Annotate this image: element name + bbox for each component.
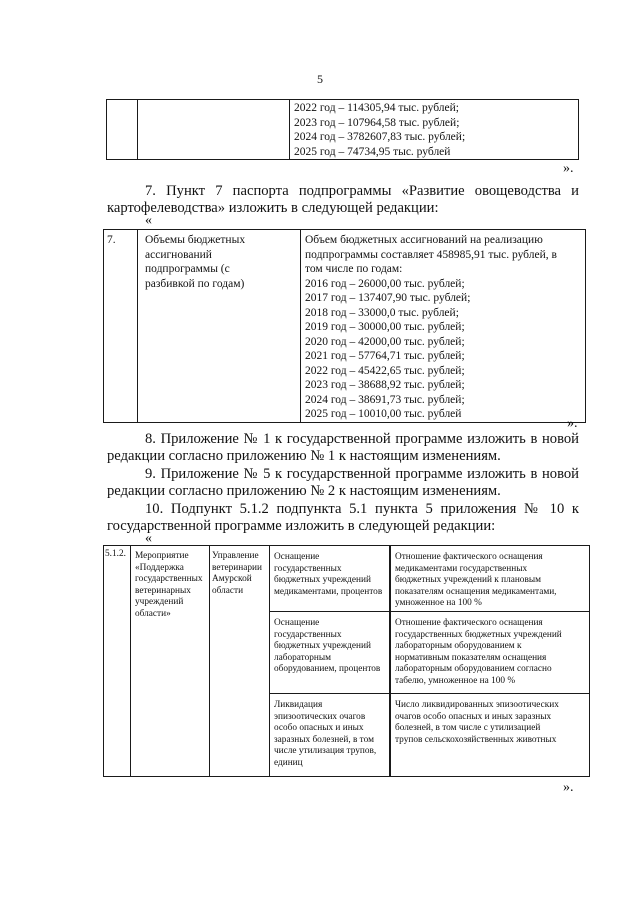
item-10-line1: 10. Подпункт 5.1.2 подпункта 5.1 пункта 5 приложения № 10 к: [145, 501, 579, 517]
formula-line: показателям оснащения медикаментами,: [395, 586, 557, 597]
indicator-line: эпизоотических очагов: [274, 711, 366, 722]
org-line: Управление: [212, 551, 259, 561]
indicator-line: единиц: [274, 757, 303, 768]
formula-line: Отношение фактического оснащения: [395, 618, 543, 628]
value-line: 2020 год – 42000,00 тыс. рублей;: [305, 335, 465, 348]
indicator-line: бюджетных учреждений: [274, 641, 371, 652]
indicator-line: заразных болезней, в том: [274, 734, 374, 745]
event-line: учреждений: [135, 597, 184, 608]
formula-line: лабораторным оборудованием к: [395, 641, 522, 652]
value-line: 2024 год – 38691,73 тыс. рублей;: [305, 393, 465, 406]
item-8-line2: редакции согласно приложению № 1 к настоящим изменениям.: [107, 448, 501, 464]
indicator-line: государственных: [274, 629, 342, 640]
formula-line: трупов сельскохозяйственных животных: [395, 734, 557, 745]
formula-line: болезней, в том числе с утилизацией: [395, 723, 541, 734]
table-veterinary-indicators: [103, 545, 590, 777]
value-line: 2023 год – 38688,92 тыс. рублей;: [305, 379, 465, 391]
opening-quote: «: [145, 213, 152, 228]
label-line: Объемы бюджетных: [145, 234, 246, 246]
table-cell-num: [104, 546, 131, 777]
item-10-line2: государственной программе изложить в следующей редакции:: [107, 518, 496, 534]
indicator-line: Ликвидация: [274, 700, 323, 710]
row-number: 5.1.2.: [105, 549, 126, 559]
event-line: области»: [135, 608, 171, 619]
event-line: ветеринарных: [135, 585, 191, 596]
org-line: Амурской: [212, 574, 252, 585]
event-line: Мероприятие: [135, 551, 189, 561]
value-line: 2022 год – 45422,65 тыс. рублей;: [305, 364, 465, 377]
value-line: 2017 год – 137407,90 тыс. рублей;: [305, 292, 471, 304]
item-9-line2: редакции согласно приложению № 2 к настоящим изменениям.: [107, 483, 501, 499]
year-amount-line: 2024 год – 3782607,83 тыс. рублей;: [294, 131, 466, 143]
item-8-line1: 8. Приложение № 1 к государственной программе изложить в новой: [145, 431, 579, 447]
label-line: подпрограммы (с: [145, 263, 230, 275]
formula-line: лабораторным оборудованием согласно: [395, 664, 552, 675]
label-line: разбивкой по годам): [145, 277, 245, 290]
formula-line: очагов особо опасных и иных заразных: [395, 711, 552, 722]
value-line: 2018 год – 33000,0 тыс. рублей;: [305, 306, 459, 319]
formula-cell: [390, 612, 590, 694]
event-line: «Поддержка: [135, 562, 184, 573]
table-subprogram-funding: [103, 229, 586, 423]
table-cell-num: [107, 100, 138, 160]
value-line: 2025 год – 10010,00 тыс. рублей: [305, 408, 462, 420]
value-line: 2016 год – 26000,00 тыс. рублей;: [305, 277, 465, 290]
table-cell-label: [138, 230, 301, 423]
formula-line: медикаментами государственных: [395, 563, 528, 574]
page-number: 5: [317, 72, 323, 86]
event-line: государственных: [135, 574, 203, 585]
formula-line: табелю, умноженное на 100 %: [395, 675, 516, 686]
formula-line: нормативным показателям оснащения: [395, 652, 547, 663]
indicator-cell: [270, 612, 391, 694]
indicator-line: оборудованием, процентов: [274, 664, 381, 675]
indicator-line: числе утилизация трупов,: [274, 746, 377, 757]
indicator-line: бюджетных учреждений: [274, 575, 371, 586]
formula-line: государственных бюджетных учреждений: [395, 629, 562, 640]
closing-quote: ».: [563, 161, 574, 176]
indicator-cell: [270, 546, 391, 612]
indicator-line: лабораторным: [274, 652, 332, 663]
formula-cell: [390, 546, 590, 612]
value-line: Объем бюджетных ассигнований на реализацию: [305, 234, 543, 246]
row-number: 7.: [107, 234, 116, 246]
table-cell-label: [138, 100, 290, 160]
table-cell-value: [301, 230, 586, 423]
formula-line: умноженное на 100 %: [395, 598, 482, 609]
opening-quote: «: [145, 531, 152, 546]
formula-line: бюджетных учреждений к плановым: [395, 575, 541, 586]
item-7-line2: картофелеводства» изложить в следующей редакции:: [107, 200, 439, 216]
item-7-line1: 7. Пункт 7 паспорта подпрограммы «Развитие овощеводства и: [145, 183, 579, 199]
table-cell-org: [210, 546, 270, 777]
year-amount-line: 2025 год – 74734,95 тыс. рублей: [294, 145, 451, 158]
indicator-line: государственных: [274, 563, 342, 574]
year-amount-line: 2022 год – 114305,94 тыс. рублей;: [294, 102, 459, 114]
value-line: 2021 год – 57764,71 тыс. рублей;: [305, 350, 465, 362]
closing-quote: ».: [563, 780, 574, 795]
indicator-line: Оснащение: [274, 552, 320, 562]
value-line: том числе по годам:: [305, 263, 403, 275]
formula-line: Число ликвидированных эпизоотических: [395, 700, 559, 710]
indicator-line: особо опасных и иных: [274, 723, 364, 734]
formula-line: Отношение фактического оснащения: [395, 552, 543, 562]
item-9-line1: 9. Приложение № 5 к государственной программе изложить в новой: [145, 466, 579, 482]
table-cell-event: [131, 546, 210, 777]
indicator-line: Оснащение: [274, 618, 320, 628]
year-amount-line: 2023 год – 107964,58 тыс. рублей;: [294, 116, 460, 129]
indicator-cell: [270, 694, 391, 777]
value-line: подпрограммы составляет 458985,91 тыс. рублей, в: [305, 248, 557, 261]
value-line: 2019 год – 30000,00 тыс. рублей;: [305, 321, 465, 333]
table-funding-continuation: [106, 99, 579, 160]
org-line: области: [212, 585, 244, 596]
table-cell-years: [290, 100, 579, 160]
table-cell-num: [104, 230, 138, 423]
indicator-line: медикаментами, процентов: [274, 586, 383, 597]
closing-quote: ».: [567, 416, 578, 431]
org-line: ветеринарии: [212, 562, 262, 573]
label-line: ассигнований: [145, 248, 212, 261]
formula-cell: [390, 694, 590, 777]
